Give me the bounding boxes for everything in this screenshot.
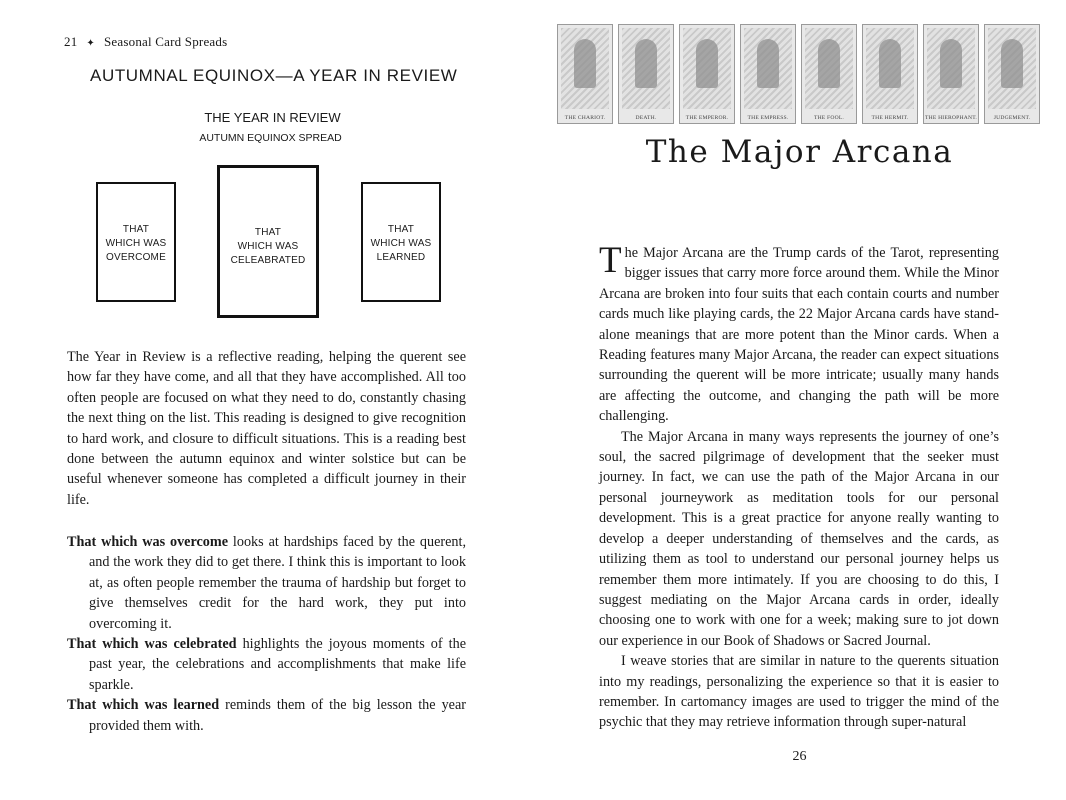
- card-label-line: THAT: [387, 224, 415, 235]
- paragraph: The Major Arcana in many ways represents the journey of one’s soul, the sacred pilgrimage of development that the seeker must journey. In fact, we can use the path of the Major Arcana in our personal journeywork as meditation tools for our personal development. This is a great practice for anyone really wanting to develop a deeper understanding of themselves and the cards, as utilizing them as tool to understand our personal journey helps us remember them more intimately. If you are choosing to do this, I suggest mediating on the Major Arcana cards in order, ideally choosing one to work with one for a week; making sure to jot down our experience in our Book of Shadows or Sacred Journal.: [599, 428, 999, 649]
- definition-text: reminds them of the big lesson the year provided them with.: [89, 697, 466, 734]
- figure-illustration: [1001, 39, 1023, 88]
- card-label-line: WHICH WAS: [105, 238, 167, 249]
- spread-card-learned: [361, 182, 441, 302]
- paragraph: I weave stories that are similar in nature to the querents situation into my readings, personalizing the experience so that it is easier to remember. In cartomancy images are used to trigger the mind of the psychic that they may retrieve information through super-natural: [599, 653, 999, 731]
- tarot-card-name: THE EMPEROR.: [685, 115, 729, 121]
- tarot-card-image: [984, 24, 1040, 124]
- tarot-card-name: THE FOOL.: [813, 115, 845, 121]
- figure-illustration: [879, 39, 901, 88]
- paragraph-text: he Major Arcana are the Trump cards of the Tarot, representing bigger issues that carry more force around them. While the Minor Arcana are broken into four suits that each contain courts and number cards much like playing cards, the 22 Major Arcana cards have stand-alone meanings that are more potent than the Minor cards. When a Reading features many Major Arcana, the reader can expect situations surrounding the querent will be more intricate; usually many hands are affecting the outcome, and changing the path will be more challenging.: [599, 245, 999, 425]
- tarot-card-name: DEATH.: [635, 115, 657, 121]
- figure-illustration: [757, 39, 779, 88]
- definition-term: That which was celebrated: [67, 636, 237, 653]
- tarot-card-image: [740, 24, 796, 124]
- chapter-title: The Major Arcana: [645, 134, 954, 170]
- body-text: [599, 240, 999, 733]
- card-label-line: THAT: [122, 224, 150, 235]
- running-head: [64, 34, 227, 50]
- figure-illustration: [635, 39, 657, 88]
- card-label-line: WHICH WAS: [370, 238, 432, 249]
- card-label-line: OVERCOME: [106, 252, 166, 263]
- tarot-art: [988, 28, 1036, 109]
- definition-term: That which was overcome: [67, 534, 229, 550]
- drop-cap: T: [599, 240, 622, 281]
- tarot-card-image: [801, 24, 857, 124]
- card-label-line: THAT: [254, 227, 282, 238]
- definition-term: That which was learned: [67, 697, 220, 714]
- intro-text: The Year in Review is a reflective reading, helping the querent see how far they have come, and all that they have accomplished. All too often people are focused on what they need to do, constantly chasing the next thing on the list. This reading is designed to give recognition to hard work, and closure to difficult situations. This is a reading best done between the autumn equinox and winter solstice but can be useful whenever someone has completed a difficult journey in their life.: [67, 349, 466, 508]
- spread-title: THE YEAR IN REVIEW: [204, 110, 341, 125]
- tarot-art: [683, 28, 731, 109]
- figure-illustration: [940, 39, 962, 88]
- tarot-card-strip: [557, 24, 1045, 124]
- definition-list: [67, 532, 466, 736]
- card-label-line: CELEABRATED: [230, 255, 306, 266]
- tarot-art: [927, 28, 975, 109]
- tarot-card-image: [557, 24, 613, 124]
- tarot-card-image: [923, 24, 979, 124]
- definition-text: highlights the joyous moments of the past year, the celebrations and accomplishments that make life sparkle.: [89, 636, 466, 693]
- tarot-card-image: [679, 24, 735, 124]
- figure-illustration: [818, 39, 840, 88]
- tarot-card-image: [862, 24, 918, 124]
- paragraph: [599, 240, 999, 427]
- definition-item: [67, 695, 466, 736]
- spread-card-overcome: [96, 182, 176, 302]
- tarot-art: [622, 28, 670, 109]
- card-label-line: LEARNED: [376, 252, 426, 263]
- figure-illustration: [696, 39, 718, 88]
- section-name: Seasonal Card Spreads: [104, 34, 228, 49]
- definition-item: [67, 634, 466, 695]
- tarot-art: [744, 28, 792, 109]
- figure-illustration: [574, 39, 596, 88]
- card-label-line: WHICH WAS: [237, 241, 299, 252]
- tarot-art: [561, 28, 609, 109]
- definition-item: [67, 532, 466, 634]
- tarot-card-image: [618, 24, 674, 124]
- spread-subtitle: AUTUMN EQUINOX SPREAD: [199, 132, 342, 144]
- tarot-card-name: THE EMPRESS.: [747, 115, 789, 121]
- chapter-title: AUTUMNAL EQUINOX—A YEAR IN REVIEW: [90, 66, 458, 85]
- page-number: 21: [64, 34, 78, 49]
- page-number: 26: [792, 749, 807, 764]
- definition-text: looks at hardships faced by the querent, and the work they did to get there. I think this is important to look at, as often people remember the trauma of hardship but forget to give themselves credit for the hard work, they put into overcoming it.: [89, 534, 466, 632]
- tarot-card-name: THE HIEROPHANT.: [925, 115, 977, 121]
- tarot-art: [866, 28, 914, 109]
- tarot-card-name: JUDGEMENT.: [993, 115, 1031, 121]
- tarot-art: [805, 28, 853, 109]
- intro-paragraph: [67, 347, 466, 510]
- separator-ornament: ✦: [86, 38, 95, 49]
- spread-card-celebrated: [217, 165, 319, 318]
- tarot-card-name: THE CHARIOT.: [564, 115, 606, 121]
- tarot-card-name: THE HERMIT.: [871, 115, 909, 121]
